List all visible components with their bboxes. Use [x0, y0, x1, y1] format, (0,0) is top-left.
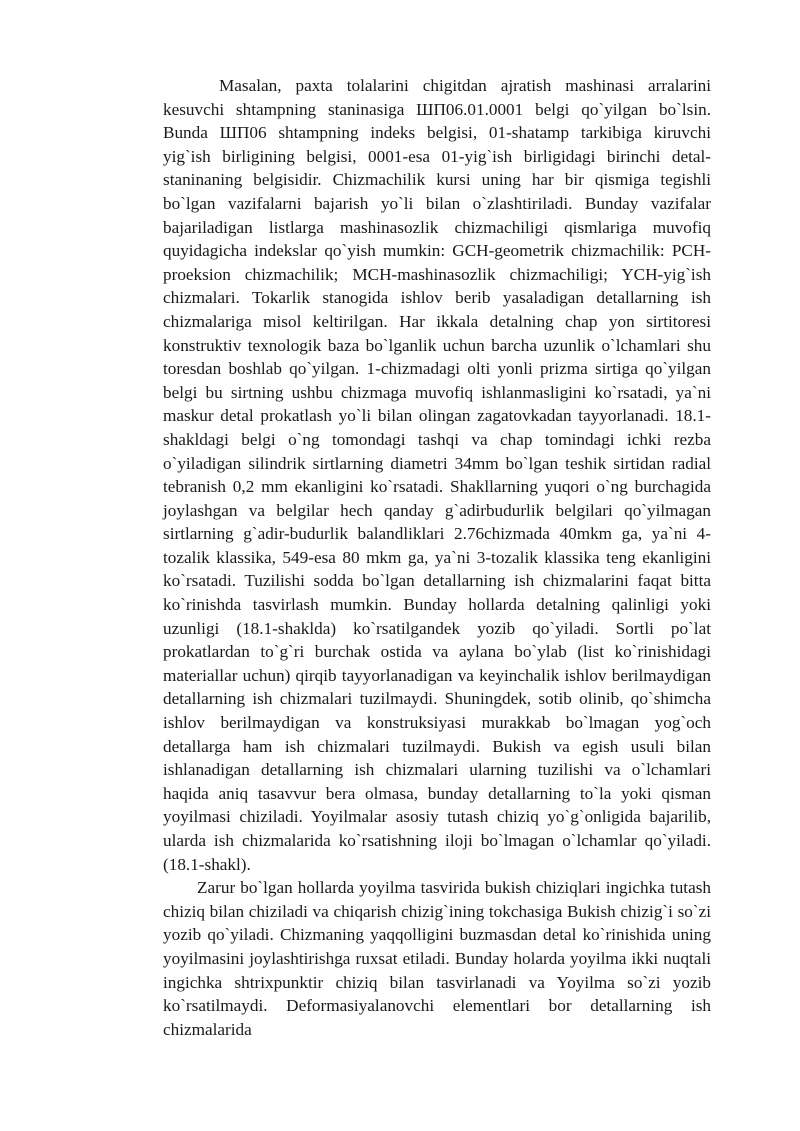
- paragraph-1: Masalan, paxta tolalarini chigitdan ajratish mashinasi arralarini kesuvchi shtampning staninasiga ШП06.01.0001 belgi qo`yilgan bo`lsin. Bunda ШП06 shtampning indeks belgisi, 01-shatamp tarkibiga kiruvchi yig`ish birligining belgisi, 0001-esa 01-yig`ish birligidagi birinchi detal-staninaning belgisidir. Chizmachilik kursi uning har bir qismiga tegishli bo`lgan vazifalarni bajarish yo`li bilan o`zlashtiriladi. Bunday vazifalar bajariladigan listlarga mashinasozlik chizmachiligi qismlariga muvofiq quyidagicha indekslar qo`yish mumkin: GCH-geometrik chizmachilik: PCH-proeksion chizmachilik; MCH-mashinasozlik chizmachiligi; YCH-yig`ish chizmalari. Tokarlik stanogida ishlov berib yasaladigan detallarning ish chizmalariga misol keltirilgan. Har ikkala detalning chap yon sirtitoresi konstruktiv texnologik baza bo`lganlik uchun barcha uzunlik o`lchamlari shu toresdan boshlab qo`yilgan. 1-chizmadagi olti yonli prizma sirtiga qo`yilgan belgi bu sirtning ushbu chizmaga muvofiq ishlanmasligini ko`rsatadi, ya`ni maskur detal prokatlash yo`li bilan olingan zagatovkadan tayyorlanadi. 18.1-shakldagi belgi o`ng tomondagi tashqi va chap tomindagi ichki rezba o`yiladigan silindrik sirtlarning diametri 34mm bo`lgan teshik sirtidan radial tebranish 0,2 mm ekanligini ko`rsatadi. Shakllarning yuqori o`ng burchagida joylashgan va belgilar hech qanday g`adirbudurlik belgilari qo`yilmagan sirtlarning g`adir-budurlik balandliklari 2.76chizmada 40mkm ga, ya`ni 4-tozalik klassika, 549-esa 80 mkm ga, ya`ni 3-tozalik klassika teng ekanligini ko`rsatadi. Tuzilishi sodda bo`lgan detallarning ish chizmalarini faqat bitta ko`rinishda tasvirlash mumkin. Bunday hollarda detalning qalinligi yoki uzunligi (18.1-shaklda) ko`rsatilgandek yozib qo`yiladi. Sortli po`lat prokatlardan to`g`ri burchak ostida va aylana bo`ylab (list ko`rinishidagi materiallar uchun) qirqib tayyorlanadigan va keyinchalik ishlov berilmaydigan detallarning ish chizmalari tuzilmaydi. Shuningdek, sotib olinib, qo`shimcha ishlov berilmaydigan va konstruksiyasi murakkab bo`lmagan yog`och detallarga ham ish chizmalari tuzilmaydi. Bukish va egish usuli bilan ishlanadigan detallarning ish chizmalari ularning tuzilishi va o`lchamlari haqida aniq tasavvur bera olmasa, bunday detallarning to`la yoki qisman yoyilmasi chiziladi. Yoyilmalar asosiy tutash chiziq yo`g`onligida bajarilib, ularda ish chizmalarida ko`rsatishning iloji bo`lmagan o`lchamlar qo`yiladi. (18.1-shakl).: [163, 76, 711, 874]
- document-page: [163, 74, 711, 1041]
- paragraph-2: Zarur bo`lgan hollarda yoyilma tasvirida bukish chiziqlari ingichka tutash chiziq bilan chiziladi va chiqarish chizig`ining tokchasiga Bukish chizig`i so`zi yozib qo`yiladi. Chizmaning yaqqolligini buzmasdan detal ko`rinishida uning yoyilmasini joylashtirishga ruxsat etiladi. Bunday holarda yoyilma ikki nuqtali ingichka shtrixpunktir chiziq bilan tasvirlanadi va Yoyilma so`zi yozib ko`rsatilmaydi. Deformasiyalanovchi elementlari bor detallarning ish chizmalarida: [163, 878, 711, 1039]
